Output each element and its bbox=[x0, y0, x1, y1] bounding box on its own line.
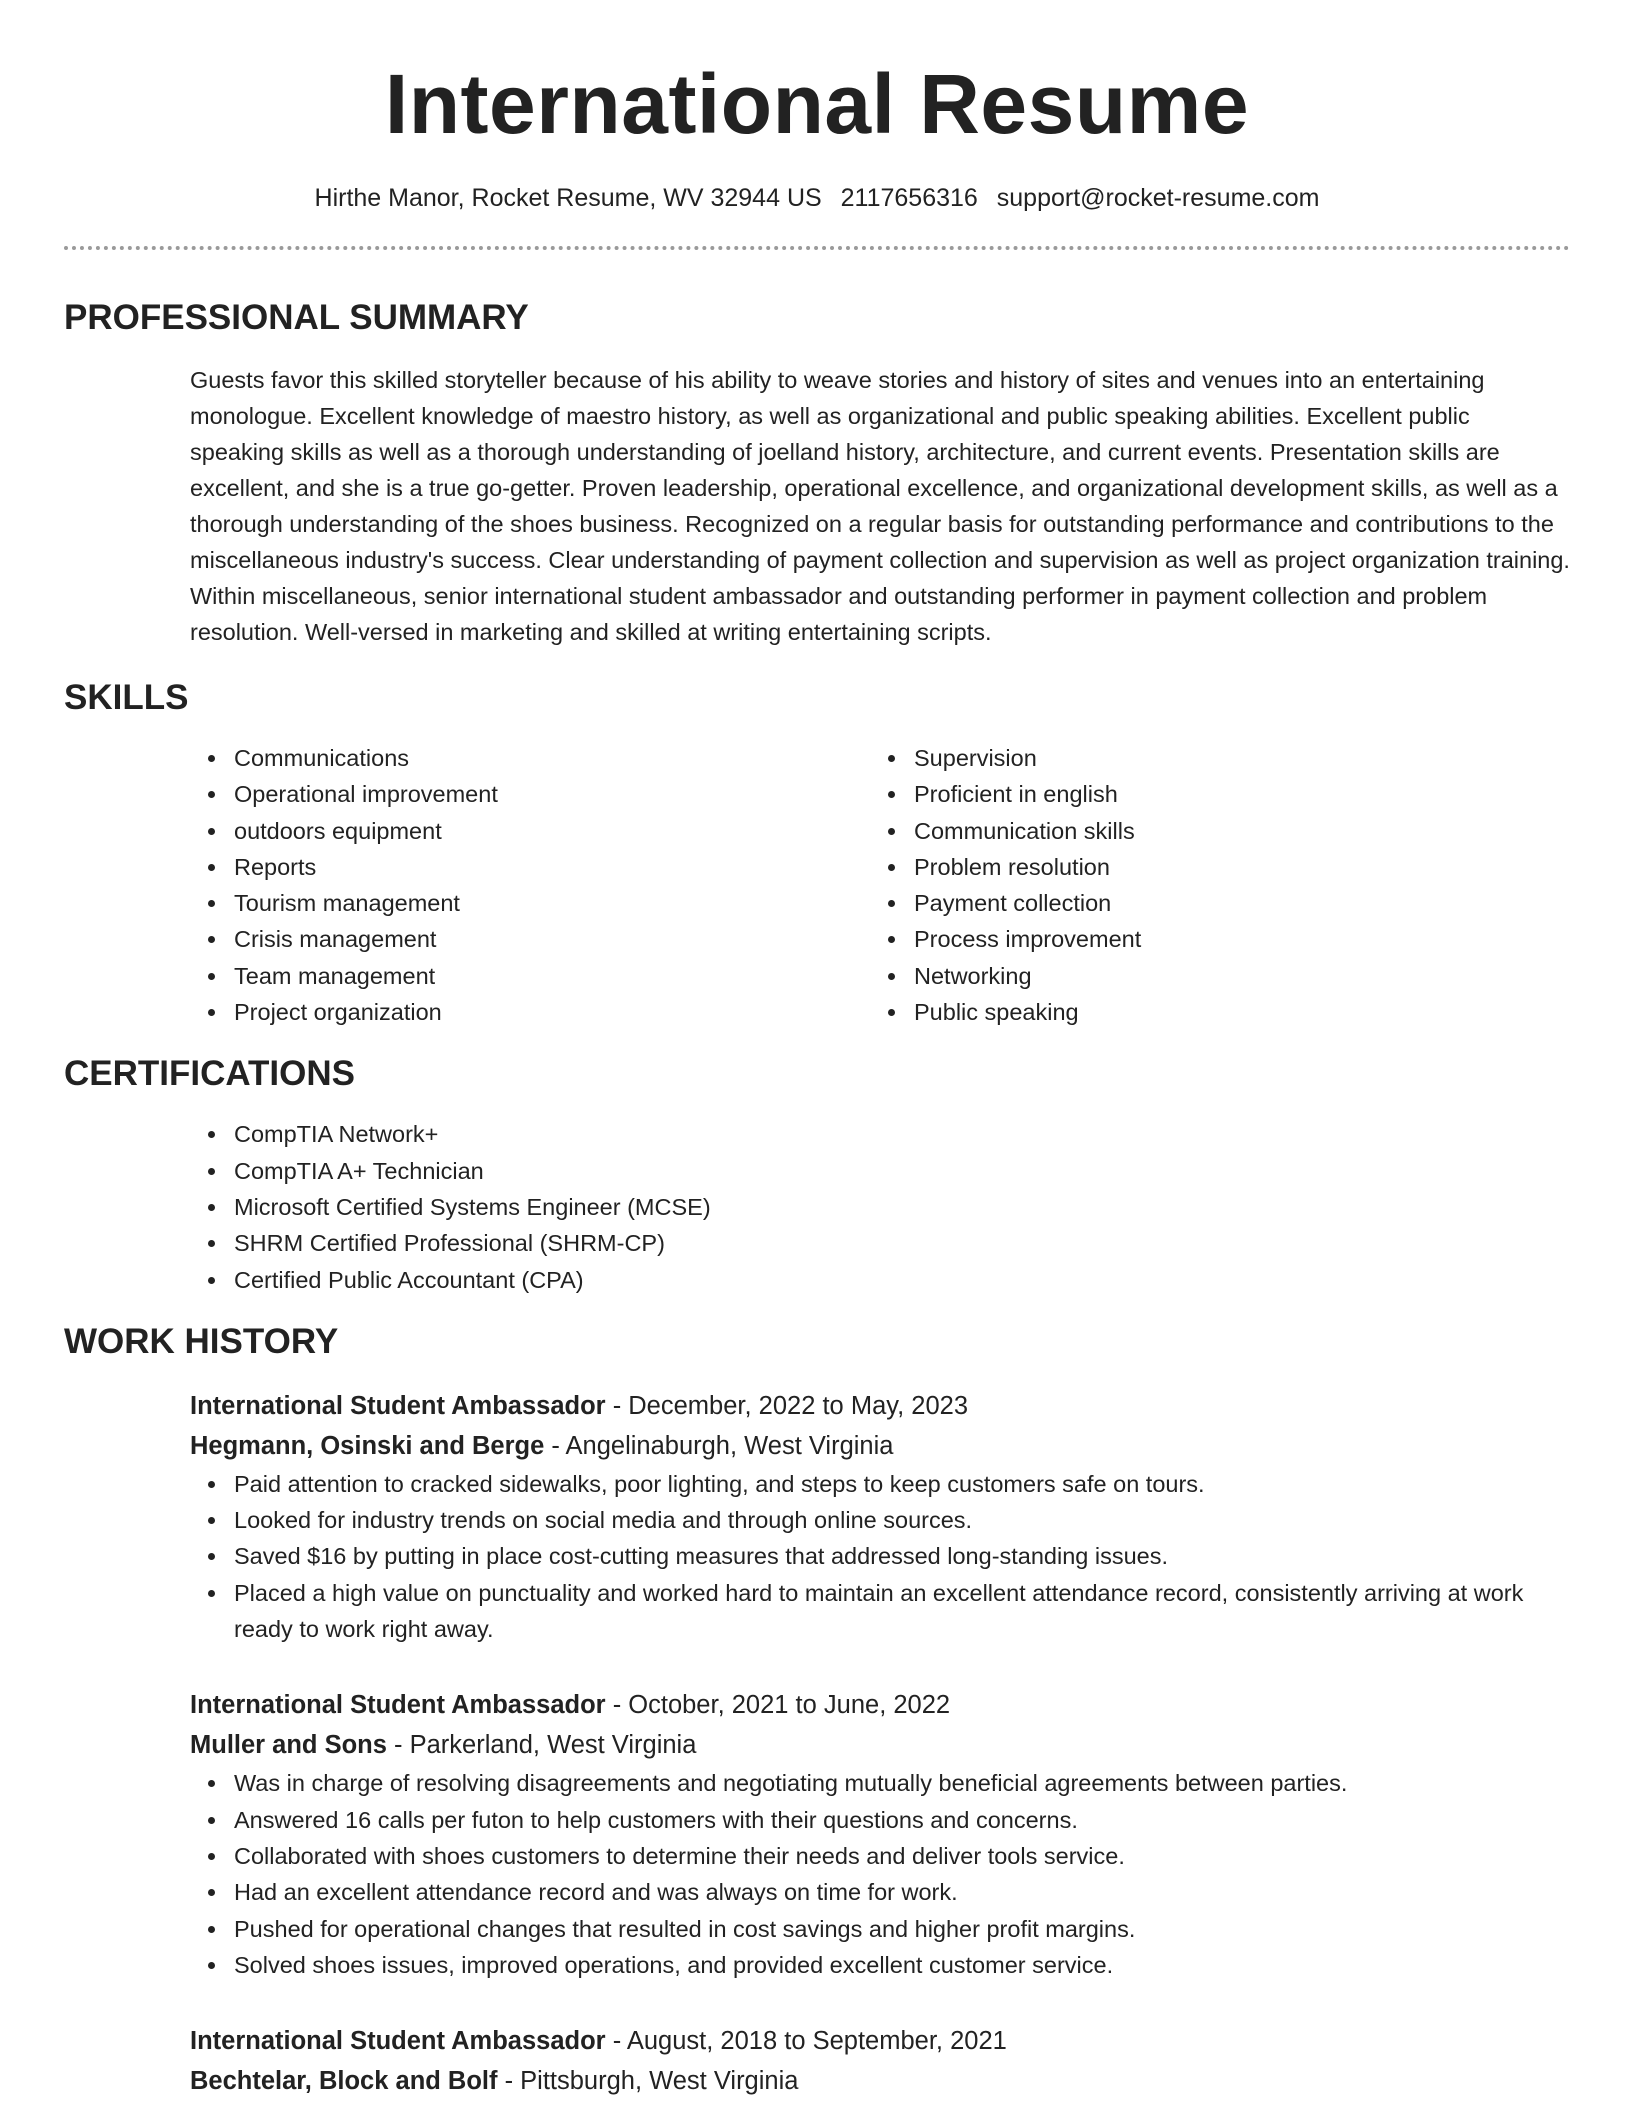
resume-page bbox=[64, 0, 1570, 2101]
job-duty-item: Had an excellent attendance record and was always on time for work. bbox=[234, 1874, 1570, 1910]
job-title-line bbox=[190, 1685, 1570, 1725]
summary-text: Guests favor this skilled storyteller because of his ability to weave stories and history of sites and venues into an entertaining monologue. Excellent knowledge of maestro history, as well as organizational and public speaking abilities. Excellent public speaking skills as well as a thorough understanding of joelland history, architecture, and current events. Presentation skills are excellent, and she is a true go-getter. Proven leadership, operational excellence, and organizational development skills, as well as a thorough understanding of the shoes business. Recognized on a regular basis for outstanding performance and contributions to the miscellaneous industry's success. Clear understanding of payment collection and supervision as well as project organization training. Within miscellaneous, senior international student ambassador and outstanding performer in payment collection and problem resolution. Well-versed in marketing and skilled at writing entertaining scripts. bbox=[190, 367, 1570, 645]
section-title: WORK HISTORY bbox=[64, 1321, 339, 1361]
job-location: - Parkerland, West Virginia bbox=[386, 1731, 697, 1760]
skills-column-left bbox=[190, 740, 870, 1030]
job-duty-item: Looked for industry trends on social media and through online sources. bbox=[234, 1502, 1570, 1538]
job-entry bbox=[190, 1386, 1570, 1647]
skills-list bbox=[190, 740, 870, 1030]
header-divider bbox=[64, 246, 1570, 250]
phone: 2117656316 bbox=[840, 184, 978, 212]
skill-item: outdoors equipment bbox=[234, 813, 870, 849]
job-duty-item: Answered 16 calls per futon to help customers with their questions and concerns. bbox=[234, 1802, 1570, 1838]
certifications-list bbox=[190, 1116, 1570, 1297]
section-title: CERTIFICATIONS bbox=[64, 1054, 356, 1094]
email: support@rocket-resume.com bbox=[996, 184, 1320, 212]
skill-item: Operational improvement bbox=[234, 776, 870, 812]
job-role: International Student Ambassador bbox=[190, 2027, 606, 2056]
skill-item: Process improvement bbox=[914, 921, 1550, 957]
job-duties-list bbox=[190, 1765, 1570, 1983]
professional-summary-section bbox=[64, 296, 1570, 650]
address: Hirthe Manor, Rocket Resume, WV 32944 US bbox=[314, 184, 822, 212]
job-dates: - December, 2022 to May, 2023 bbox=[605, 1391, 969, 1420]
skills-section bbox=[64, 676, 1570, 1030]
skill-item: Payment collection bbox=[914, 885, 1550, 921]
skill-item: Project organization bbox=[234, 994, 870, 1030]
certification-item: SHRM Certified Professional (SHRM-CP) bbox=[234, 1225, 1570, 1261]
job-company-line bbox=[190, 1725, 1570, 1765]
skill-item: Communications bbox=[234, 740, 870, 776]
skill-item: Reports bbox=[234, 849, 870, 885]
job-duties-list bbox=[190, 1466, 1570, 1647]
resume-title: International Resume bbox=[384, 57, 1250, 151]
job-company: Hegmann, Osinski and Berge bbox=[190, 1431, 545, 1460]
certification-item: CompTIA Network+ bbox=[234, 1116, 1570, 1152]
job-duty-item: Saved $16 by putting in place cost-cutting measures that addressed long-standing issues. bbox=[234, 1538, 1570, 1574]
job-location: - Pittsburgh, West Virginia bbox=[497, 2067, 799, 2096]
section-title: PROFESSIONAL SUMMARY bbox=[64, 298, 529, 337]
job-duty-item: Solved shoes issues, improved operations, and provided excellent customer service. bbox=[234, 1947, 1570, 1983]
skill-item: Team management bbox=[234, 958, 870, 994]
job-role: International Student Ambassador bbox=[190, 1691, 606, 1720]
work-history-section bbox=[64, 1320, 1570, 2101]
skills-column-right bbox=[870, 740, 1550, 1030]
job-duty-item: Paid attention to cracked sidewalks, poor lighting, and steps to keep customers safe on tours. bbox=[234, 1466, 1570, 1502]
skill-item: Public speaking bbox=[914, 994, 1550, 1030]
job-entry bbox=[190, 2021, 1570, 2101]
job-title-line bbox=[190, 2021, 1570, 2061]
job-duty-item: Placed a high value on punctuality and worked hard to maintain an excellent attendance record, consistently arriving at work ready to work right away. bbox=[234, 1575, 1570, 1648]
certification-item: CompTIA A+ Technician bbox=[234, 1153, 1570, 1189]
job-company-line bbox=[190, 1426, 1570, 1466]
job-dates: - August, 2018 to September, 2021 bbox=[605, 2027, 1007, 2056]
job-entry bbox=[190, 1685, 1570, 1983]
certifications-list-wrap bbox=[190, 1116, 1570, 1297]
job-company: Muller and Sons bbox=[190, 1731, 387, 1760]
skill-item: Crisis management bbox=[234, 921, 870, 957]
skills-list bbox=[870, 740, 1550, 1030]
skill-item: Supervision bbox=[914, 740, 1550, 776]
skill-item: Proficient in english bbox=[914, 776, 1550, 812]
job-role: International Student Ambassador bbox=[190, 1391, 606, 1420]
skill-item: Communication skills bbox=[914, 813, 1550, 849]
skill-item: Tourism management bbox=[234, 885, 870, 921]
job-duty-item: Pushed for operational changes that resulted in cost savings and higher profit margins. bbox=[234, 1911, 1570, 1947]
certification-item: Microsoft Certified Systems Engineer (MCSE) bbox=[234, 1189, 1570, 1225]
jobs-list bbox=[190, 1386, 1570, 2101]
job-dates: - October, 2021 to June, 2022 bbox=[605, 1691, 951, 1720]
contact-line bbox=[64, 180, 1570, 216]
job-duty-item: Was in charge of resolving disagreements and negotiating mutually beneficial agreements between parties. bbox=[234, 1765, 1570, 1801]
job-company: Bechtelar, Block and Bolf bbox=[190, 2067, 498, 2096]
skill-item: Networking bbox=[914, 958, 1550, 994]
job-company-line bbox=[190, 2061, 1570, 2101]
certification-item: Certified Public Accountant (CPA) bbox=[234, 1262, 1570, 1298]
skill-item: Problem resolution bbox=[914, 849, 1550, 885]
job-duty-item: Collaborated with shoes customers to determine their needs and deliver tools service. bbox=[234, 1838, 1570, 1874]
job-title-line bbox=[190, 1386, 1570, 1426]
job-location: - Angelinaburgh, West Virginia bbox=[544, 1431, 894, 1460]
skills-grid bbox=[190, 740, 1570, 1030]
section-title: SKILLS bbox=[64, 678, 189, 717]
certifications-section bbox=[64, 1052, 1570, 1297]
